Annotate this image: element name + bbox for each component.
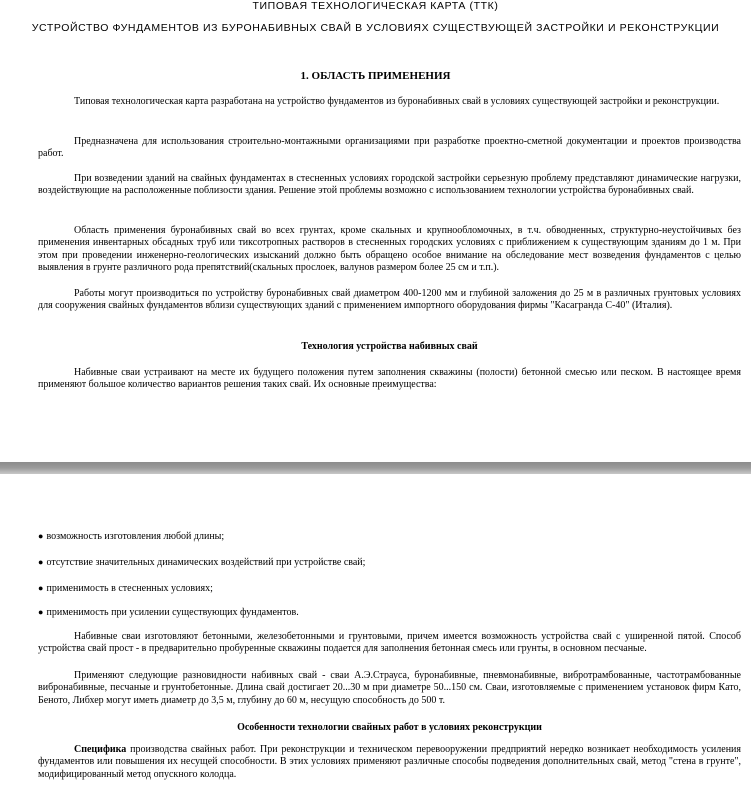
document-page-2: [0, 476, 751, 789]
bullet-icon: ●: [38, 557, 44, 567]
bullet-icon: ●: [38, 583, 44, 593]
paragraph: Предназначена для использования строительно-монтажными организациями при разработке проектно-сметной документации и проектов производства работ.: [38, 136, 741, 160]
paragraph: Набивные сваи устраивают на месте их будущего положения путем заполнения скважины (полости) бетонной смесью или песком. В настоящее время применяют большое количество вариантов решения таких свай. Их основные преимущества:: [38, 367, 741, 391]
list-item-text: применимость в стесненных условиях;: [46, 583, 213, 594]
document-header-line2: УСТРОЙСТВО ФУНДАМЕНТОВ ИЗ БУРОНАБИВНЫХ СВАЙ В УСЛОВИЯХ СУЩЕСТВУЮЩЕЙ ЗАСТРОЙКИ И РЕКОНСТРУКЦИИ: [31, 22, 720, 34]
list-item: [38, 582, 213, 595]
list-item-text: отсутствие значительных динамических воздействий при устройстве свай;: [46, 557, 366, 568]
bullet-icon: ●: [38, 531, 44, 541]
subsection-title: Особенности технологии свайных работ в условиях реконструкции: [237, 722, 542, 733]
emphasis: Специфика: [74, 744, 127, 755]
subsection-title: Технология устройства набивных свай: [301, 341, 478, 352]
list-item: [38, 606, 299, 619]
section-title: 1. ОБЛАСТЬ ПРИМЕНЕНИЯ: [300, 70, 451, 82]
page-separator: [0, 462, 751, 474]
list-item-text: применимость при усилении существующих фундаментов.: [46, 607, 299, 618]
paragraph: [38, 744, 741, 781]
paragraph: При возведении зданий на свайных фундаментах в стесненных условиях городской застройки серьезную проблему представляют динамические нагрузки, воздействующие на расположенные поблизости здания. Решение этой проблемы возможно с использованием технологии устройства буронабивных свай.: [38, 173, 741, 197]
bullet-icon: ●: [38, 607, 44, 617]
document-header-line1: ТИПОВАЯ ТЕХНОЛОГИЧЕСКАЯ КАРТА (ТТК): [252, 0, 499, 12]
paragraph: Работы могут производиться по устройству буронабивных свай диаметром 400-1200 мм и глубиной заложения до 25 м в различных грунтовых условиях для сооружения свайных фундаментов вблизи существующих зданий с применением импортного оборудования фирмы "Касагранда С-40" (Италия).: [38, 288, 741, 312]
list-item: [38, 556, 365, 569]
list-item-text: возможность изготовления любой длины;: [46, 531, 225, 542]
list-item: [38, 530, 224, 543]
paragraph: Набивные сваи изготовляют бетонными, железобетонными и грунтовыми, причем имеется возможность устройства свай с уширенной пятой. Способ устройства свай прост - в предварительно пробуренные скважины подается для заполнения бетонная смесь или грунты, в основном песчаные.: [38, 631, 741, 655]
paragraph: Область применения буронабивных свай во всех грунтах, кроме скальных и крупнообломочных, в т.ч. обводненных, структурно-неустойчивых без применения инвентарных обсадных труб или тиксотропных растворов в стесненных городских условиях с приближением к существующим зданиям до 1 м. При этом при проведении инженерно-геологических изысканий должно быть обращено особое внимание на обследование мест возведения фундаментов с целью выявления в грунте различного рода препятствий(скальных прослоек, валунов размером более 25 см и т.п.).: [38, 225, 741, 274]
paragraph: Типовая технологическая карта разработана на устройство фундаментов из буронабивных свай в условиях существующей застройки и реконструкции.: [74, 96, 720, 107]
paragraph-text: производства свайных работ. При реконструкции и техническом перевооружении предприятий нередко возникает необходимость усиления фундаментов или повышения их несущей способности. В этих условиях применяют различные способы подведения дополнительных свай, метод "стена в грунте", модифицированный метод опускного колодца.: [38, 744, 741, 780]
paragraph: Применяют следующие разновидности набивных свай - сваи А.Э.Страуса, буронабивные, пневмонабивные, вибротрамбованные, частотрамбованные вибронабивные, песчаные и грунтобетонные. Длина свай достигает 20...30 м при диаметре 50...150 см. Сваи, изготовляемые с применением установок фирм Като, Беното, Либхер могут иметь диаметр до 3,5 м, глубину до 60 м, несущую способность до 500 т.: [38, 670, 741, 706]
